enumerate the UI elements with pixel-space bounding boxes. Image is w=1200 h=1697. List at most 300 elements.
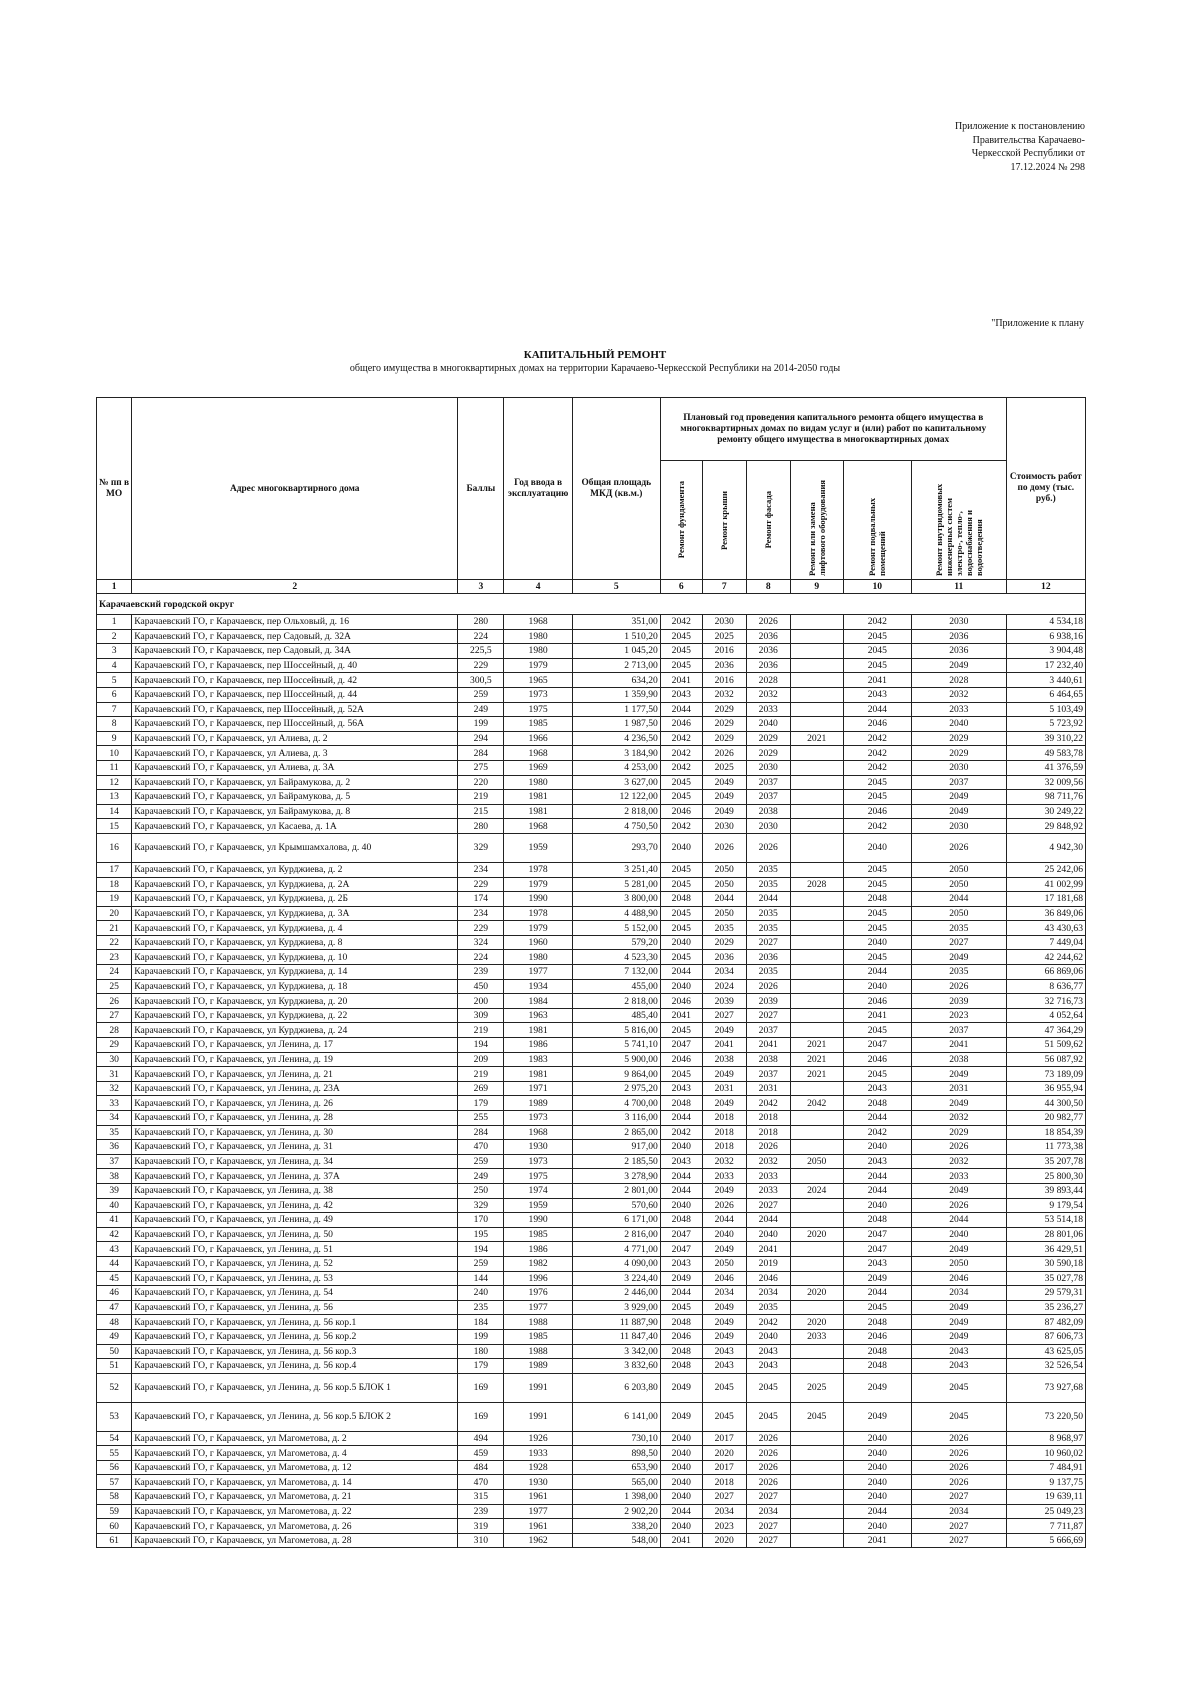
row-foundation: 2040 xyxy=(660,1460,702,1475)
row-address: Карачаевский ГО, г Карачаевск, пер Шоссейный, д. 56А xyxy=(132,717,458,732)
row-facade: 2035 xyxy=(746,965,790,980)
row-engineering: 2023 xyxy=(911,1008,1006,1023)
row-number: 43 xyxy=(97,1242,132,1257)
row-foundation: 2048 xyxy=(660,1213,702,1228)
row-area: 1 398,00 xyxy=(572,1490,660,1505)
row-foundation: 2040 xyxy=(660,1475,702,1490)
row-elevator: 2021 xyxy=(790,1038,843,1053)
header-address: Адрес многоквартирного дома xyxy=(132,398,458,580)
row-elevator: 2020 xyxy=(790,1315,843,1330)
row-year: 1985 xyxy=(504,1329,572,1344)
row-basement: 2040 xyxy=(843,935,911,950)
row-elevator xyxy=(790,979,843,994)
row-points: 249 xyxy=(458,702,504,717)
row-area: 9 864,00 xyxy=(572,1067,660,1082)
row-basement: 2045 xyxy=(843,629,911,644)
row-year: 1959 xyxy=(504,833,572,862)
row-cost: 30 590,18 xyxy=(1006,1256,1085,1271)
row-basement: 2043 xyxy=(843,687,911,702)
row-cost: 11 773,38 xyxy=(1006,1140,1085,1155)
table-row xyxy=(97,644,1086,659)
column-number: 11 xyxy=(911,580,1006,594)
row-elevator xyxy=(790,1256,843,1271)
row-points: 219 xyxy=(458,1023,504,1038)
row-elevator xyxy=(790,1431,843,1446)
row-facade: 2036 xyxy=(746,950,790,965)
row-address: Карачаевский ГО, г Карачаевск, ул Ленина, д. 54 xyxy=(132,1286,458,1301)
row-cost: 41 002,99 xyxy=(1006,877,1085,892)
row-basement: 2040 xyxy=(843,833,911,862)
row-foundation: 2048 xyxy=(660,1315,702,1330)
row-area: 653,90 xyxy=(572,1460,660,1475)
row-facade: 2030 xyxy=(746,760,790,775)
row-number: 28 xyxy=(97,1023,132,1038)
row-area: 2 801,00 xyxy=(572,1183,660,1198)
row-roof: 2030 xyxy=(702,615,746,630)
row-engineering: 2026 xyxy=(911,1460,1006,1475)
row-cost: 7 711,87 xyxy=(1006,1519,1085,1534)
row-number: 35 xyxy=(97,1125,132,1140)
row-engineering: 2041 xyxy=(911,1038,1006,1053)
row-elevator: 2020 xyxy=(790,1286,843,1301)
table-row xyxy=(97,1096,1086,1111)
row-basement: 2047 xyxy=(843,1038,911,1053)
row-foundation: 2040 xyxy=(660,1198,702,1213)
row-engineering: 2049 xyxy=(911,950,1006,965)
row-cost: 10 960,02 xyxy=(1006,1446,1085,1461)
row-elevator xyxy=(790,1446,843,1461)
row-basement: 2040 xyxy=(843,1519,911,1534)
row-cost: 43 430,63 xyxy=(1006,921,1085,936)
row-number: 10 xyxy=(97,746,132,761)
row-roof: 2024 xyxy=(702,979,746,994)
row-points: 184 xyxy=(458,1315,504,1330)
row-cost: 44 300,50 xyxy=(1006,1096,1085,1111)
row-points: 239 xyxy=(458,1504,504,1519)
row-engineering: 2026 xyxy=(911,1446,1006,1461)
table-row xyxy=(97,1300,1086,1315)
row-elevator xyxy=(790,746,843,761)
row-cost: 36 849,06 xyxy=(1006,906,1085,921)
table-row xyxy=(97,658,1086,673)
row-basement: 2045 xyxy=(843,921,911,936)
row-foundation: 2045 xyxy=(660,644,702,659)
row-facade: 2044 xyxy=(746,892,790,907)
row-elevator: 2033 xyxy=(790,1329,843,1344)
table-row xyxy=(97,1023,1086,1038)
row-elevator xyxy=(790,1519,843,1534)
row-elevator xyxy=(790,1271,843,1286)
row-elevator xyxy=(790,1125,843,1140)
row-roof: 2049 xyxy=(702,1242,746,1257)
row-points: 249 xyxy=(458,1169,504,1184)
table-row xyxy=(97,1344,1086,1359)
row-elevator xyxy=(790,1242,843,1257)
row-points: 484 xyxy=(458,1460,504,1475)
row-address: Карачаевский ГО, г Карачаевск, ул Ленина, д. 26 xyxy=(132,1096,458,1111)
row-elevator: 2024 xyxy=(790,1183,843,1198)
appendix-line: Правительства Карачаево- xyxy=(972,134,1085,146)
row-facade: 2035 xyxy=(746,862,790,877)
row-address: Карачаевский ГО, г Карачаевск, ул Магометова, д. 12 xyxy=(132,1460,458,1475)
row-basement: 2045 xyxy=(843,790,911,805)
row-basement: 2042 xyxy=(843,760,911,775)
row-area: 11 887,90 xyxy=(572,1315,660,1330)
row-number: 17 xyxy=(97,862,132,877)
row-cost: 8 636,77 xyxy=(1006,979,1085,994)
row-basement: 2044 xyxy=(843,1183,911,1198)
row-basement: 2040 xyxy=(843,979,911,994)
row-cost: 39 893,44 xyxy=(1006,1183,1085,1198)
row-roof: 2043 xyxy=(702,1359,746,1374)
row-roof: 2017 xyxy=(702,1431,746,1446)
row-roof: 2027 xyxy=(702,1008,746,1023)
table-row xyxy=(97,892,1086,907)
row-elevator xyxy=(790,790,843,805)
row-area: 730,10 xyxy=(572,1431,660,1446)
row-year: 1973 xyxy=(504,1111,572,1126)
row-foundation: 2048 xyxy=(660,892,702,907)
table-row xyxy=(97,1111,1086,1126)
row-cost: 17 232,40 xyxy=(1006,658,1085,673)
row-engineering: 2049 xyxy=(911,1067,1006,1082)
row-cost: 32 526,54 xyxy=(1006,1359,1085,1374)
row-roof: 2017 xyxy=(702,1460,746,1475)
row-number: 47 xyxy=(97,1300,132,1315)
row-foundation: 2045 xyxy=(660,877,702,892)
row-points: 250 xyxy=(458,1183,504,1198)
row-year: 1991 xyxy=(504,1373,572,1402)
row-basement: 2046 xyxy=(843,994,911,1009)
row-cost: 8 968,97 xyxy=(1006,1431,1085,1446)
row-facade: 2037 xyxy=(746,775,790,790)
row-address: Карачаевский ГО, г Карачаевск, ул Магометова, д. 26 xyxy=(132,1519,458,1534)
header-basement: Ремонт подвальных помещений xyxy=(843,461,911,580)
row-roof: 2016 xyxy=(702,644,746,659)
row-address: Карачаевский ГО, г Карачаевск, ул Курджиева, д. 2 xyxy=(132,862,458,877)
row-area: 2 446,00 xyxy=(572,1286,660,1301)
row-area: 1 045,20 xyxy=(572,644,660,659)
row-roof: 2034 xyxy=(702,1286,746,1301)
row-address: Карачаевский ГО, г Карачаевск, ул Магометова, д. 2 xyxy=(132,1431,458,1446)
row-elevator xyxy=(790,1140,843,1155)
row-area: 7 132,00 xyxy=(572,965,660,980)
header-num: № пп в МО xyxy=(97,398,132,580)
row-address: Карачаевский ГО, г Карачаевск, ул Ленина, д. 50 xyxy=(132,1227,458,1242)
row-points: 234 xyxy=(458,906,504,921)
row-area: 4 750,50 xyxy=(572,819,660,834)
row-year: 1985 xyxy=(504,1227,572,1242)
row-engineering: 2049 xyxy=(911,804,1006,819)
row-area: 6 171,00 xyxy=(572,1213,660,1228)
table-row xyxy=(97,1198,1086,1213)
row-address: Карачаевский ГО, г Карачаевск, ул Ленина, д. 56 xyxy=(132,1300,458,1315)
row-engineering: 2046 xyxy=(911,1271,1006,1286)
document-title: КАПИТАЛЬНЫЙ РЕМОНТ xyxy=(523,349,667,361)
row-engineering: 2040 xyxy=(911,1227,1006,1242)
row-engineering: 2045 xyxy=(911,1373,1006,1402)
row-roof: 2032 xyxy=(702,687,746,702)
row-roof: 2026 xyxy=(702,1198,746,1213)
row-address: Карачаевский ГО, г Карачаевск, ул Курджиева, д. 4 xyxy=(132,921,458,936)
row-area: 4 700,00 xyxy=(572,1096,660,1111)
row-facade: 2045 xyxy=(746,1402,790,1431)
row-number: 48 xyxy=(97,1315,132,1330)
row-number: 49 xyxy=(97,1329,132,1344)
row-year: 1975 xyxy=(504,702,572,717)
row-elevator xyxy=(790,1359,843,1374)
row-foundation: 2045 xyxy=(660,906,702,921)
row-roof: 2020 xyxy=(702,1446,746,1461)
row-area: 2 185,50 xyxy=(572,1154,660,1169)
row-number: 8 xyxy=(97,717,132,732)
row-foundation: 2042 xyxy=(660,731,702,746)
row-roof: 2033 xyxy=(702,1169,746,1184)
appendix-line: 17.12.2024 № 298 xyxy=(1010,161,1085,173)
row-number: 30 xyxy=(97,1052,132,1067)
row-engineering: 2026 xyxy=(911,1198,1006,1213)
row-number: 20 xyxy=(97,906,132,921)
row-number: 14 xyxy=(97,804,132,819)
row-basement: 2043 xyxy=(843,1256,911,1271)
row-area: 293,70 xyxy=(572,833,660,862)
row-points: 300,5 xyxy=(458,673,504,688)
header-plan-group: Плановый год проведения капитального ремонта общего имущества в многоквартирных домах по видам услуг и (или) работ по капитальному ремонту общего имущества в многоквартирных домах xyxy=(660,398,1006,461)
row-year: 1973 xyxy=(504,687,572,702)
row-basement: 2040 xyxy=(843,1140,911,1155)
row-number: 50 xyxy=(97,1344,132,1359)
table-row xyxy=(97,950,1086,965)
row-basement: 2045 xyxy=(843,1300,911,1315)
row-basement: 2045 xyxy=(843,775,911,790)
row-points: 179 xyxy=(458,1359,504,1374)
row-area: 1 987,50 xyxy=(572,717,660,732)
row-cost: 32 009,56 xyxy=(1006,775,1085,790)
row-year: 1984 xyxy=(504,994,572,1009)
row-address: Карачаевский ГО, г Карачаевск, пер Садовый, д. 32А xyxy=(132,629,458,644)
row-year: 1988 xyxy=(504,1344,572,1359)
row-roof: 2016 xyxy=(702,673,746,688)
table-row xyxy=(97,717,1086,732)
row-facade: 2036 xyxy=(746,629,790,644)
table-row xyxy=(97,687,1086,702)
row-points: 199 xyxy=(458,1329,504,1344)
row-address: Карачаевский ГО, г Карачаевск, ул Ленина, д. 42 xyxy=(132,1198,458,1213)
column-numbers-row xyxy=(97,580,1086,594)
row-area: 4 090,00 xyxy=(572,1256,660,1271)
table-row xyxy=(97,1431,1086,1446)
header-roof: Ремонт крыши xyxy=(702,461,746,580)
table-row xyxy=(97,1271,1086,1286)
row-cost: 35 027,78 xyxy=(1006,1271,1085,1286)
row-address: Карачаевский ГО, г Карачаевск, пер Садовый, д. 34А xyxy=(132,644,458,659)
row-cost: 9 179,54 xyxy=(1006,1198,1085,1213)
row-foundation: 2046 xyxy=(660,994,702,1009)
row-number: 25 xyxy=(97,979,132,994)
table-row xyxy=(97,760,1086,775)
row-elevator xyxy=(790,921,843,936)
row-foundation: 2043 xyxy=(660,1081,702,1096)
row-elevator xyxy=(790,935,843,950)
row-year: 1926 xyxy=(504,1431,572,1446)
header-area: Общая площадь МКД (кв.м.) xyxy=(572,398,660,580)
row-cost: 7 449,04 xyxy=(1006,935,1085,950)
row-year: 1979 xyxy=(504,921,572,936)
table-row xyxy=(97,877,1086,892)
row-points: 280 xyxy=(458,819,504,834)
row-number: 60 xyxy=(97,1519,132,1534)
row-facade: 2040 xyxy=(746,1227,790,1242)
row-engineering: 2033 xyxy=(911,1169,1006,1184)
row-year: 1977 xyxy=(504,1504,572,1519)
row-area: 634,20 xyxy=(572,673,660,688)
row-area: 2 902,20 xyxy=(572,1504,660,1519)
row-points: 200 xyxy=(458,994,504,1009)
row-foundation: 2046 xyxy=(660,717,702,732)
row-cost: 36 955,94 xyxy=(1006,1081,1085,1096)
row-engineering: 2044 xyxy=(911,892,1006,907)
row-basement: 2044 xyxy=(843,1286,911,1301)
row-cost: 49 583,78 xyxy=(1006,746,1085,761)
row-area: 6 203,80 xyxy=(572,1373,660,1402)
row-points: 450 xyxy=(458,979,504,994)
row-facade: 2041 xyxy=(746,1038,790,1053)
row-basement: 2045 xyxy=(843,1023,911,1038)
row-points: 459 xyxy=(458,1446,504,1461)
row-cost: 98 711,76 xyxy=(1006,790,1085,805)
row-engineering: 2029 xyxy=(911,731,1006,746)
row-year: 1968 xyxy=(504,819,572,834)
row-area: 351,00 xyxy=(572,615,660,630)
row-elevator xyxy=(790,615,843,630)
row-engineering: 2029 xyxy=(911,1125,1006,1140)
row-roof: 2039 xyxy=(702,994,746,1009)
row-year: 1991 xyxy=(504,1402,572,1431)
row-address: Карачаевский ГО, г Карачаевск, ул Курджиева, д. 2А xyxy=(132,877,458,892)
row-basement: 2047 xyxy=(843,1242,911,1257)
row-year: 1985 xyxy=(504,717,572,732)
row-number: 13 xyxy=(97,790,132,805)
row-number: 61 xyxy=(97,1533,132,1548)
row-address: Карачаевский ГО, г Карачаевск, ул Ленина, д. 30 xyxy=(132,1125,458,1140)
row-address: Карачаевский ГО, г Карачаевск, ул Курджиева, д. 20 xyxy=(132,994,458,1009)
row-roof: 2023 xyxy=(702,1519,746,1534)
row-area: 5 281,00 xyxy=(572,877,660,892)
row-number: 7 xyxy=(97,702,132,717)
row-cost: 41 376,59 xyxy=(1006,760,1085,775)
row-roof: 2044 xyxy=(702,892,746,907)
row-basement: 2045 xyxy=(843,877,911,892)
row-address: Карачаевский ГО, г Карачаевск, ул Ленина, д. 52 xyxy=(132,1256,458,1271)
row-roof: 2034 xyxy=(702,965,746,980)
row-address: Карачаевский ГО, г Карачаевск, ул Магометова, д. 14 xyxy=(132,1475,458,1490)
row-basement: 2048 xyxy=(843,1344,911,1359)
row-elevator xyxy=(790,1198,843,1213)
row-basement: 2044 xyxy=(843,1169,911,1184)
column-number: 12 xyxy=(1006,580,1085,594)
row-cost: 29 579,31 xyxy=(1006,1286,1085,1301)
row-cost: 5 666,69 xyxy=(1006,1533,1085,1548)
row-points: 180 xyxy=(458,1344,504,1359)
row-year: 1965 xyxy=(504,673,572,688)
row-facade: 2037 xyxy=(746,1067,790,1082)
row-facade: 2036 xyxy=(746,658,790,673)
row-address: Карачаевский ГО, г Карачаевск, ул Ленина, д. 34 xyxy=(132,1154,458,1169)
row-basement: 2048 xyxy=(843,1096,911,1111)
row-elevator xyxy=(790,994,843,1009)
row-number: 5 xyxy=(97,673,132,688)
row-area: 4 523,30 xyxy=(572,950,660,965)
row-points: 229 xyxy=(458,921,504,936)
table-row xyxy=(97,833,1086,862)
row-engineering: 2032 xyxy=(911,687,1006,702)
row-foundation: 2047 xyxy=(660,1227,702,1242)
row-engineering: 2027 xyxy=(911,1490,1006,1505)
row-basement: 2040 xyxy=(843,1460,911,1475)
row-points: 219 xyxy=(458,1067,504,1082)
row-year: 1988 xyxy=(504,1315,572,1330)
row-number: 2 xyxy=(97,629,132,644)
row-area: 5 152,00 xyxy=(572,921,660,936)
row-roof: 2049 xyxy=(702,1183,746,1198)
row-address: Карачаевский ГО, г Карачаевск, ул Алиева, д. 2 xyxy=(132,731,458,746)
row-address: Карачаевский ГО, г Карачаевск, пер Ольховый, д. 16 xyxy=(132,615,458,630)
row-engineering: 2026 xyxy=(911,833,1006,862)
row-cost: 87 482,09 xyxy=(1006,1315,1085,1330)
row-year: 1959 xyxy=(504,1198,572,1213)
row-engineering: 2030 xyxy=(911,819,1006,834)
row-elevator xyxy=(790,892,843,907)
header-points: Баллы xyxy=(458,398,504,580)
row-address: Карачаевский ГО, г Карачаевск, ул Алиева, д. 3 xyxy=(132,746,458,761)
row-address: Карачаевский ГО, г Карачаевск, ул Ленина, д. 56 кор.5 БЛОК 1 xyxy=(132,1373,458,1402)
row-roof: 2045 xyxy=(702,1402,746,1431)
row-facade: 2038 xyxy=(746,804,790,819)
row-number: 16 xyxy=(97,833,132,862)
table-row xyxy=(97,1533,1086,1548)
row-year: 1934 xyxy=(504,979,572,994)
row-area: 3 224,40 xyxy=(572,1271,660,1286)
row-number: 53 xyxy=(97,1402,132,1431)
row-facade: 2034 xyxy=(746,1504,790,1519)
row-points: 229 xyxy=(458,658,504,673)
row-cost: 6 938,16 xyxy=(1006,629,1085,644)
row-number: 57 xyxy=(97,1475,132,1490)
row-foundation: 2048 xyxy=(660,1096,702,1111)
plan-appendix-note: "Приложение к плану xyxy=(991,318,1084,329)
row-roof: 2045 xyxy=(702,1373,746,1402)
row-year: 1977 xyxy=(504,965,572,980)
row-roof: 2049 xyxy=(702,1300,746,1315)
row-cost: 30 249,22 xyxy=(1006,804,1085,819)
row-foundation: 2042 xyxy=(660,819,702,834)
row-engineering: 2043 xyxy=(911,1344,1006,1359)
row-foundation: 2042 xyxy=(660,746,702,761)
row-elevator: 2025 xyxy=(790,1373,843,1402)
row-facade: 2032 xyxy=(746,687,790,702)
row-area: 1 177,50 xyxy=(572,702,660,717)
row-foundation: 2043 xyxy=(660,687,702,702)
row-roof: 2034 xyxy=(702,1504,746,1519)
row-foundation: 2044 xyxy=(660,965,702,980)
table-row xyxy=(97,1154,1086,1169)
row-points: 284 xyxy=(458,746,504,761)
row-number: 11 xyxy=(97,760,132,775)
row-foundation: 2045 xyxy=(660,658,702,673)
row-foundation: 2044 xyxy=(660,1504,702,1519)
row-area: 548,00 xyxy=(572,1533,660,1548)
row-engineering: 2026 xyxy=(911,979,1006,994)
